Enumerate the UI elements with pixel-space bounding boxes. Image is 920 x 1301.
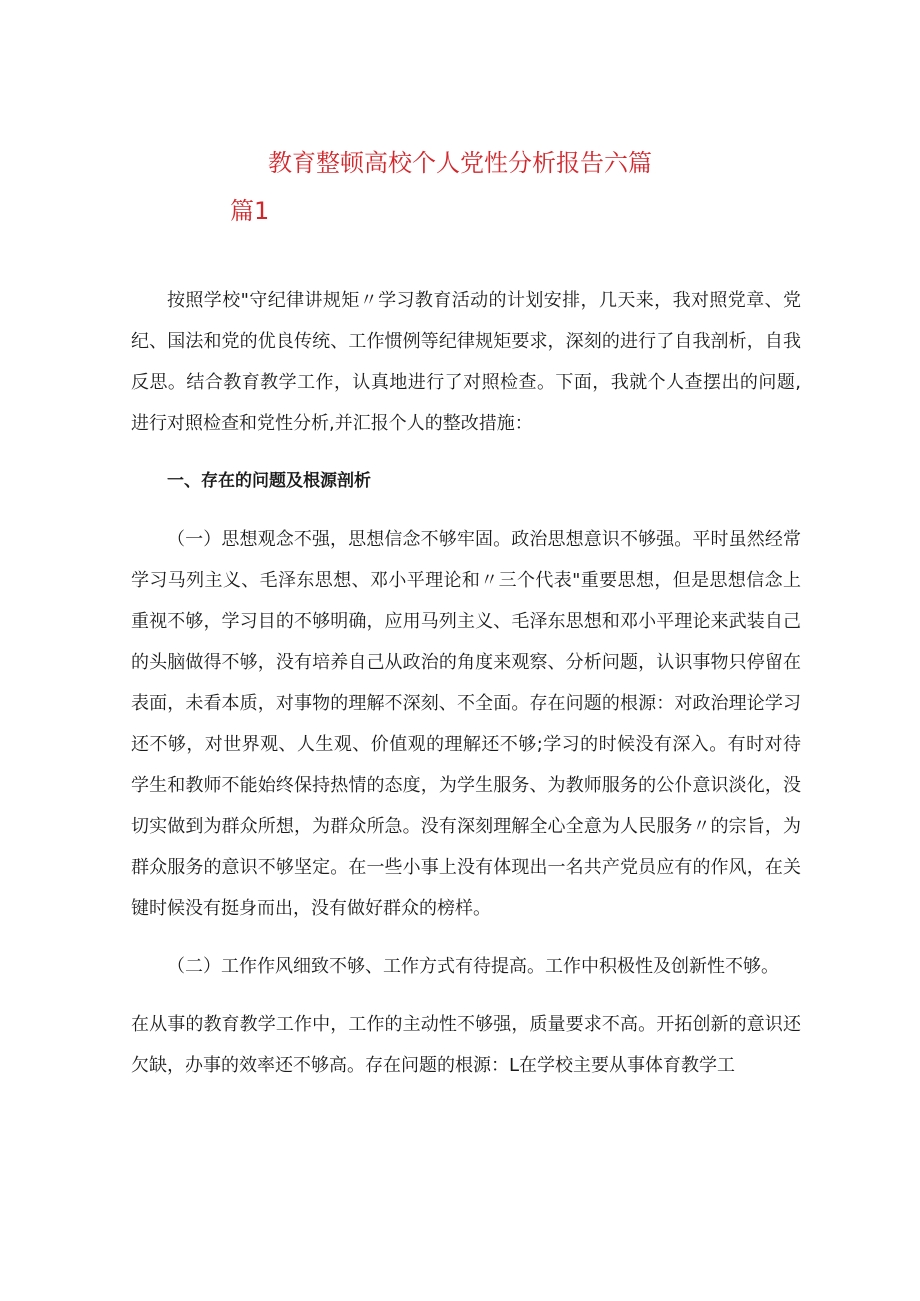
chapter-heading: 篇1 [230, 197, 270, 225]
document-title: 教育整顿高校个人党性分析报告六篇 [268, 149, 652, 177]
continuation-paragraph: 在从事的教育教学工作中，工作的主动性不够强，质量要求不高。开拓创新的意识还欠缺，办事的效率还不够高。存在问题的根源：L在学校主要从事体育教学工 [131, 1014, 801, 1076]
section-paragraph-2: （二）工作作风细致不够、工作方式有待提高。工作中积极性及创新性不够。 [167, 956, 779, 977]
document-body [131, 280, 801, 1103]
intro-paragraph: 按照学校"守纪律讲规矩〃学习教育活动的计划安排，几天来，我对照党章、党纪、国法和党的优良传统、工作惯例等纪律规矩要求，深刻的进行了自我剖析，自我反思。结合教育教学工作，认真地进行了对照检查。下面，我就个人查摆出的问题,进行对照检查和党性分析,并汇报个人的整改措施： [131, 290, 801, 434]
section-paragraph-1: （一）思想观念不强，思想信念不够牢固。政治思想意识不够强。平时虽然经常学习马列主义、毛泽东思想、邓小平理论和〃三个代表"重要思想，但是思想信念上重视不够，学习目的不够明确，应用马列主义、毛泽东思想和邓小平理论来武装自己的头脑做得不够，没有培养自己从政治的角度来观察、分析问题，认识事物只停留在表面，未看本质，对事物的理解不深刻、不全面。存在问题的根源：对政治理论学习还不够，对世界观、人生观、价值观的理解还不够;学习的时候没有深入。有时对待学生和教师不能始终保持热情的态度，为学生服务、为教师服务的公仆意识淡化，没切实做到为群众所想，为群众所急。没有深刻理解全心全意为人民服务〃的宗旨，为群众服务的意识不够坚定。在一些小事上没有体现出一名共产党员应有的作风，在关键时候没有挺身而出，没有做好群众的榜样。 [131, 529, 801, 919]
section-heading: 一、存在的问题及根源剖析 [167, 471, 371, 491]
